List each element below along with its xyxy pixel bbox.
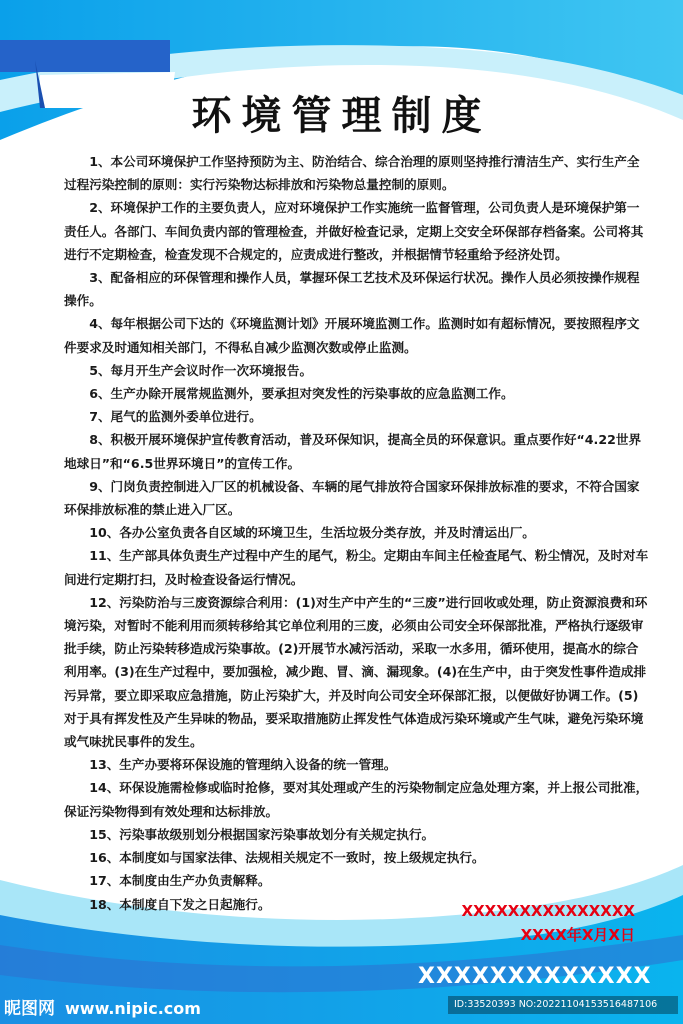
rule-item: 13、生产办要将环保设施的管理纳入设备的统一管理。 (89, 757, 397, 773)
watermark-url: www.nipic.com (65, 999, 201, 1018)
footer-placeholder: XXXXXXXXXXXXX (418, 964, 652, 989)
rule-item: 14、环保设施需检修或临时抢修，要对其处理或产生的污染物制定应急处理方案，并上报公司批准，保证污染物得到有效处理和达标排放。 (64, 780, 649, 819)
rule-item: 3、配备相应的环保管理和操作人员，掌握环保工艺技术及环保运行状况。操作人员必须按操作规程操作。 (64, 270, 640, 309)
watermark-site: 昵图网 (4, 999, 55, 1019)
rule-item: 4、每年根据公司下达的《环境监测计划》开展环境监测工作。监测时如有超标情况，要按照程序文件要求及时通知相关部门，不得私自减少监测次数或停止监测。 (64, 316, 640, 355)
page-title: 环境管理制度 (191, 93, 492, 139)
rule-item: 5、每月开生产会议时作一次环境报告。 (89, 362, 313, 378)
image-id-bar: ID:33520393 NO:20221104153516487106 (448, 996, 678, 1014)
rule-item: 1、本公司环境保护工作坚持预防为主、防治结合、综合治理的原则坚持推行清洁生产、实行生产全过程污染控制的原则：实行污染物达标排放和污染物总量控制的原则。 (64, 154, 640, 193)
rule-item: 11、生产部具体负责生产过程中产生的尾气，粉尘。定期由车间主任检查尾气、粉尘情况，及时对车间进行定期打扫，及时检查设备运行情况。 (64, 548, 649, 587)
rule-item: 15、污染事故级别划分根据国家污染事故划分有关规定执行。 (89, 826, 435, 842)
rule-item: 12、污染防治与三废资源综合利用：(1)对生产中产生的“三废”进行回收或处理，防止资源浪费和环境污染，对暂时不能利用而须转移给其它单位利用的三废，必须由公司安全环保部批准，严格执行逐级审批手续，防止污染转移造成污染事故。(2)开展节水减污活动，采取一水多用，循环使用，提高水的综合利用率。(3)在生产过程中，要加强检，减少跑、冒、滴、漏现象。(4)在生产中，由于突发性事件造成排污异常，要立即采取应急措施，防止污染扩大，并及时向公司安全环保部汇报，以便做好协调工作。(5)对于具有挥发性及产生异味的物品，要采取措施防止挥发性气体造成污染环境或产生气味，避免污染环境或气味扰民事件的发生。 (64, 594, 648, 750)
rule-item: 2、环境保护工作的主要负责人，应对环境保护工作实施统一监督管理，公司负责人是环境保护第一责任人。各部门、车间负责内部的管理检查，并做好检查记录，定期上交安全环保部存档备案。公司将其进行不定期检查，检查发现不合规定的，应责成进行整改，并根据情节轻重给予经济处罚。 (64, 200, 644, 262)
rule-item: 16、本制度如与国家法律、法规相关规定不一致时，按上级规定执行。 (89, 850, 485, 866)
rules-list (64, 150, 650, 916)
rule-item: 9、门岗负责控制进入厂区的机械设备、车辆的尾气排放符合国家环保排放标准的要求，不符合国家环保排放标准的禁止进入厂区。 (64, 478, 640, 518)
rule-item: 17、本制度由生产办负责解释。 (89, 873, 271, 889)
rule-item: 8、积极开展环境保护宣传教育活动，普及环保知识，提高全员的环保意识。重点要作好“4.22世界地球日”和“6.5世界环境日”的宣传工作。 (64, 432, 642, 471)
signature-company: XXXXXXXXXXXXXXX (461, 902, 635, 920)
rule-item: 10、各办公室负责各自区域的环境卫生，生活垃圾分类存放，并及时清运出厂。 (89, 525, 535, 541)
rule-item: 7、尾气的监测外委单位进行。 (89, 409, 262, 425)
rule-item: 18、本制度自下发之日起施行。 (89, 896, 271, 912)
watermark (4, 994, 201, 1019)
signature-date: XXXX年X月X日 (520, 926, 635, 944)
rule-item: 6、生产办除开展常规监测外，要承担对突发性的污染事故的应急监测工作。 (89, 386, 514, 402)
